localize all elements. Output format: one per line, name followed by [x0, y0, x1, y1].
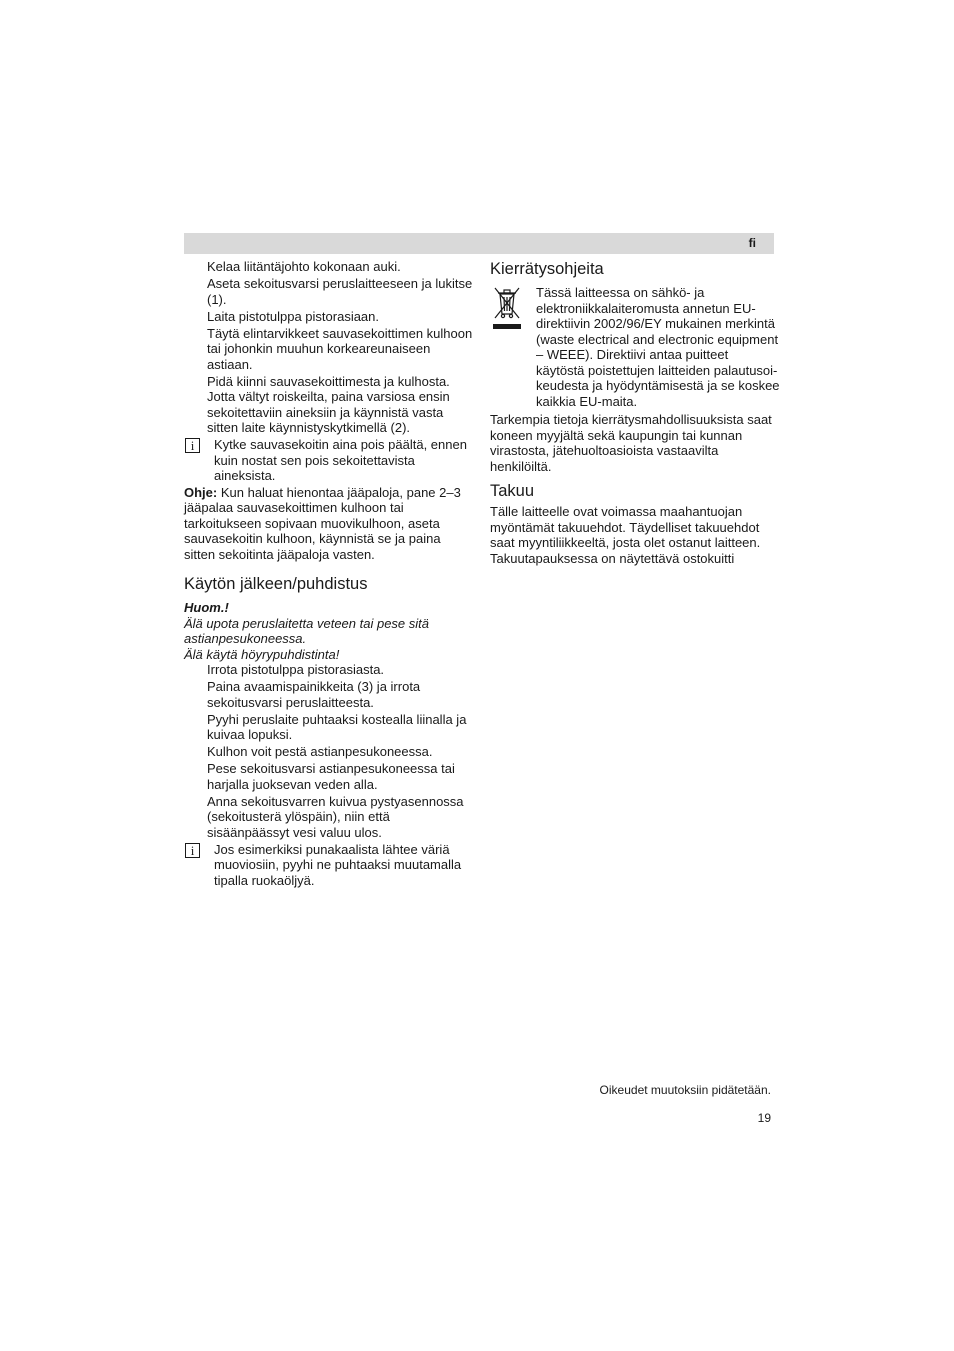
caution-text-2: Älä käytä höyrypuhdistinta!: [184, 646, 340, 662]
step-1: Kelaa liitäntäjohto kokonaan auki.: [207, 259, 401, 274]
info-icon: i: [185, 438, 200, 453]
left-column: [184, 259, 474, 889]
clean-step-1: Irrota pistotulppa pistorasiasta.: [207, 662, 385, 677]
warranty-paragraph: Tälle laitteelle ovat voimassa maahantuojan myöntämät takuuehdot. Täydelliset takuuehdot saat myyntiliikkeeltä, josta olet ostanut laitteen. Takuutapauksessa on näytettävä ostokuitti: [490, 504, 761, 566]
rights-notice: Oikeudet muutoksiin pidätetään.: [599, 1083, 771, 1097]
recycling-paragraph: Tarkempia tietoja kierrätysmahdollisuuksista saat koneen myyjältä sekä kaupungin tai kunnan virastosta, jätehuoltoasioista vastaavilta henkilöiltä.: [490, 412, 772, 474]
step-3: Laita pistotulppa pistorasiaan.: [207, 308, 380, 324]
clean-step-5: Pese sekoitusvarsi astianpesukoneessa tai harjalla juoksevan veden alla.: [207, 761, 455, 792]
clean-step-4: Kulhon voit pestä astianpesukoneessa.: [207, 744, 433, 759]
heading-warranty: Takuu: [490, 482, 535, 500]
crossed-out-bin-icon: [492, 286, 522, 332]
language-code: fi: [748, 236, 756, 250]
step-4: Täytä elintarvikkeet sauvasekoittimen kulhoon tai johonkin muuhun korkeareunaiseen astiaan.: [207, 325, 473, 372]
step-5: Pidä kiinni sauvasekoittimesta ja kulhosta. Jotta vältyt roiskeilta, paina varsiosa ensin sekoitettaviin aineksiin ja käynnistä vasta sitten laite käynnistyskytkimellä (2).: [207, 373, 450, 435]
heading-cleaning: Käytön jälkeen/puhdistus: [184, 575, 368, 593]
info-note-discoloration: [184, 842, 474, 889]
weee-text: Tässä laitteessa on sähkö- ja elektroniikkalaiteromusta annetun EU-direktiivin 2002/96/EY mukainen merkintä (waste electrical and electronic equipment – WEEE). Direktiivi antaa puitteet käytöstä poistettujen laitteiden palautusoikeudesta ja hyödyntämisestä ja se koskee kaikkia EU-maita.: [536, 285, 780, 409]
caution-text-1: Älä upota peruslaitetta veteen tai pese sitä astianpesukoneessa.: [184, 615, 429, 646]
clean-step-2: Paina avaamispainikkeita (3) ja irrota sekoitusvarsi peruslaitteesta.: [207, 679, 421, 710]
heading-recycling: Kierrätysohjeita: [490, 260, 604, 278]
info-note-switch-off: [184, 437, 474, 484]
header-bar: [184, 233, 774, 254]
right-column: [490, 259, 780, 566]
tip-paragraph: [184, 485, 474, 563]
caution-label: Huom.!: [184, 600, 229, 615]
info-text: Kytke sauvasekoitin aina pois päältä, ennen kuin nostat sen pois sekoitettavista aineksista.: [214, 437, 467, 483]
clean-step-6: Anna sekoitusvarren kuivua pystyasennossa (sekoitusterä ylöspäin), niin että sisäänpäässyt vesi valuu ulos.: [207, 793, 464, 840]
step-2: Aseta sekoitusvarsi peruslaitteeseen ja lukitse (1).: [207, 276, 473, 307]
clean-step-3: Pyyhi peruslaite puhtaaksi kostealla liinalla ja kuivaa lopuksi.: [207, 711, 467, 742]
info-icon: i: [185, 843, 200, 858]
weee-block: [490, 285, 780, 409]
tip-text: Kun haluat hienontaa jääpaloja, pane 2–3 jääpalaa sauvasekoittimen kulhoon tai tarkoitukseen sopivaan muovikulhoon, aseta sauvasekoitin kulhoon, käynnistä se ja paina sitten sekoitinta jääpaloja vasten.: [184, 484, 461, 562]
tip-label: Ohje:: [184, 484, 218, 500]
page-number: 19: [757, 1111, 771, 1125]
info-text: Jos esimerkiksi punakaalista lähtee väriä muoviosiin, pyyhi ne puhtaaksi muutamalla tipalla ruokaöljyä.: [214, 841, 462, 888]
